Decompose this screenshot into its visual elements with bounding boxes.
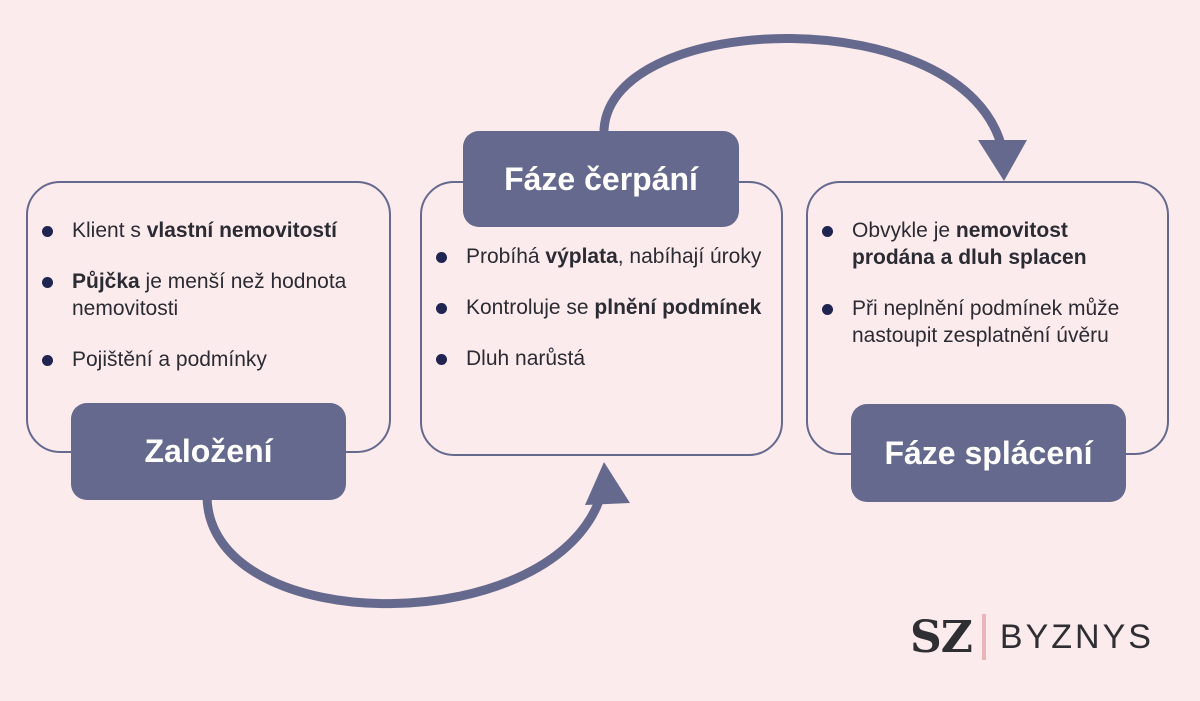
arrow-head-splaceni (978, 140, 1027, 181)
logo-sz: SZ (910, 611, 972, 663)
bullet-dot-icon (42, 277, 53, 288)
logo-divider (982, 614, 986, 660)
bullet-item (28, 346, 375, 373)
bullet-dot-icon (42, 226, 53, 237)
bullet-item (422, 345, 763, 372)
bullet-item (28, 268, 375, 322)
bold-text: vlastní nemovitostí (146, 219, 337, 242)
text: Pojištění a podmínky (72, 348, 267, 371)
stage-title-zalozeni: Založení (71, 403, 346, 500)
text: Kontroluje se (466, 296, 595, 319)
bullet-item (422, 243, 763, 270)
bullet-item (808, 295, 1153, 349)
text: Dluh narůstá (466, 347, 586, 370)
bullet-dot-icon (822, 304, 833, 315)
text: je menší než hodnota nemovitosti (72, 270, 347, 320)
arrow-zalozeni-to-cerpani (207, 492, 602, 604)
stage-title-splaceni: Fáze splácení (851, 404, 1126, 502)
bullet-dot-icon (436, 354, 447, 365)
card-list (28, 183, 389, 373)
arrow-head-cerpani (585, 462, 630, 505)
bullet-dot-icon (42, 355, 53, 366)
bullet-dot-icon (436, 252, 447, 263)
text: Obvykle je (852, 219, 956, 242)
text: Při neplnění podmínek může nastoupit zesplatnění úvěru (852, 297, 1120, 347)
bullet-dot-icon (436, 303, 447, 314)
text: , nabíhají úroky (617, 245, 762, 268)
bold-text: výplata (545, 245, 618, 268)
bold-text: nemovitost prodána a dluh splacen (852, 219, 1087, 269)
logo-byznys: BYZNYS (999, 617, 1154, 656)
text: Probíhá (466, 245, 546, 268)
bullet-item (808, 217, 1153, 271)
text: Klient s (72, 219, 147, 242)
bullet-item (422, 294, 763, 321)
sz-byznys-logo (910, 612, 1154, 662)
bullet-item (28, 217, 375, 244)
stage-title-cerpani: Fáze čerpání (463, 131, 739, 227)
bullet-dot-icon (822, 226, 833, 237)
bold-text: plnění podmínek (594, 296, 762, 319)
card-list (808, 183, 1167, 349)
bold-text: Půjčka (72, 270, 140, 293)
